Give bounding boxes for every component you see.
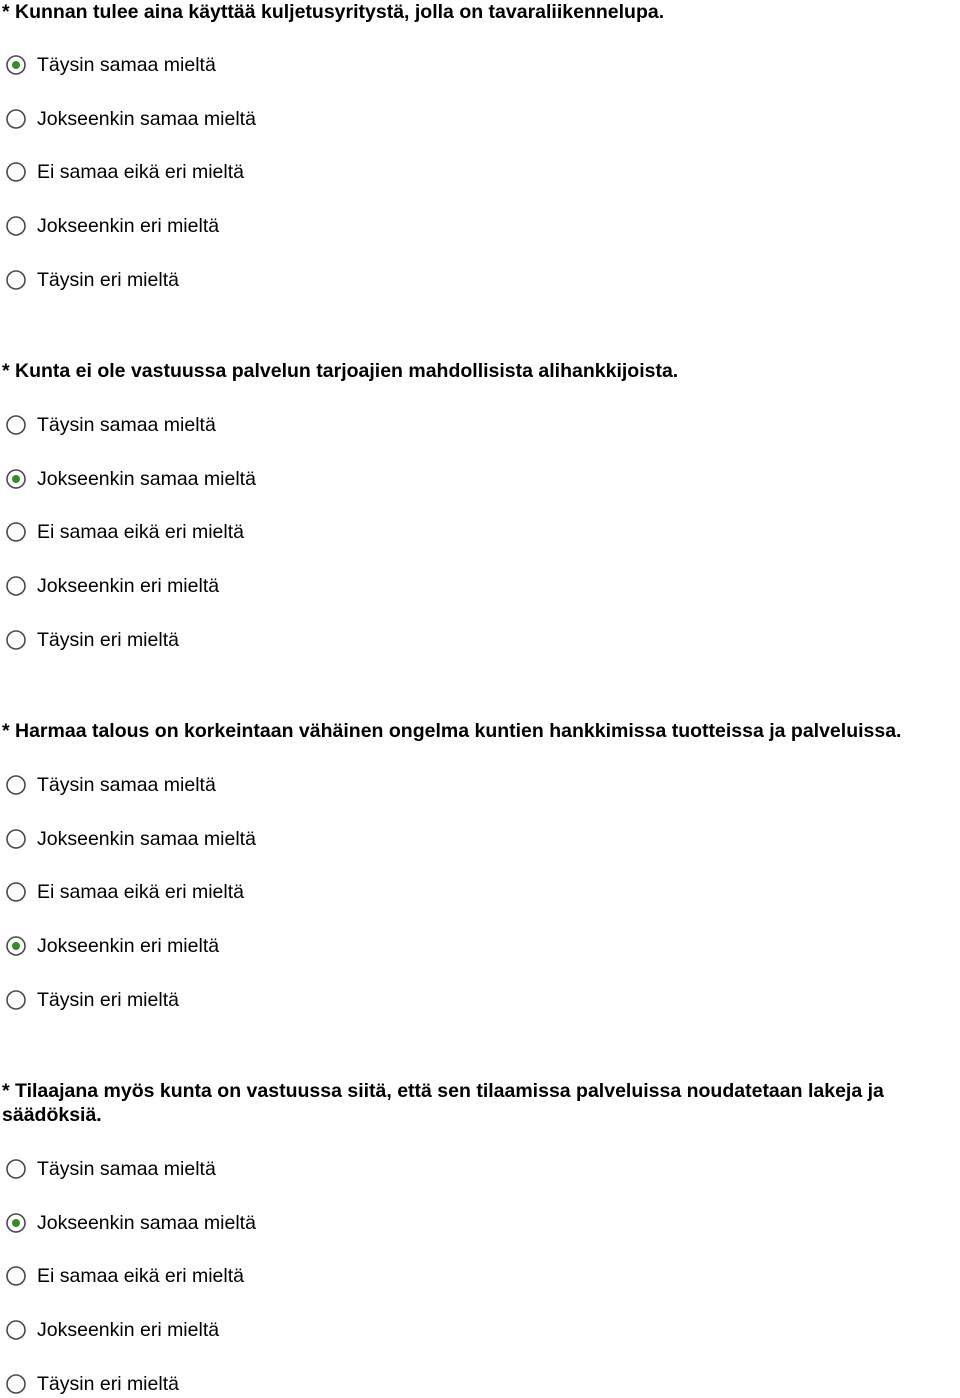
option-ei-samaa-eika-eri[interactable] (5, 1262, 244, 1290)
option-label: Täysin samaa mieltä (37, 774, 216, 796)
option-label: Ei samaa eikä eri mieltä (37, 161, 244, 183)
option-taysin-samaa[interactable] (5, 51, 216, 79)
radio-unchecked-icon[interactable] (5, 989, 27, 1011)
question-text: * Tilaajana myös kunta on vastuussa siitä, että sen tilaamissa palveluissa noudatetaan lakeja ja säädöksiä. (2, 1080, 884, 1126)
option-label: Jokseenkin samaa mieltä (37, 1212, 256, 1234)
option-label: Täysin eri mieltä (37, 629, 179, 651)
option-jokseenkin-eri[interactable] (5, 1316, 219, 1344)
option-label: Jokseenkin eri mieltä (37, 215, 220, 237)
option-label: Täysin samaa mieltä (37, 54, 216, 76)
option-label: Jokseenkin eri mieltä (37, 575, 220, 597)
option-taysin-eri[interactable] (5, 986, 179, 1014)
option-label: Jokseenkin eri mieltä (37, 935, 220, 957)
radio-unchecked-icon[interactable] (5, 269, 27, 291)
radio-unchecked-icon[interactable] (5, 161, 27, 183)
radio-unchecked-icon[interactable] (5, 521, 27, 543)
question-text: * Kunta ei ole vastuussa palvelun tarjoajien mahdollisista alihankkijoista. (2, 360, 679, 382)
option-label: Jokseenkin eri mieltä (37, 1319, 220, 1341)
radio-unchecked-icon[interactable] (5, 575, 27, 597)
option-taysin-samaa[interactable] (5, 771, 216, 799)
radio-unchecked-icon[interactable] (5, 108, 27, 130)
option-taysin-eri[interactable] (5, 266, 179, 294)
option-jokseenkin-samaa[interactable] (5, 1209, 256, 1237)
option-label: Jokseenkin samaa mieltä (37, 468, 256, 490)
radio-unchecked-icon[interactable] (5, 215, 27, 237)
option-label: Jokseenkin samaa mieltä (37, 828, 256, 850)
option-label: Täysin samaa mieltä (37, 1158, 216, 1180)
radio-unchecked-icon[interactable] (5, 1373, 27, 1395)
option-taysin-samaa[interactable] (5, 1155, 216, 1183)
option-taysin-eri[interactable] (5, 1370, 179, 1398)
option-jokseenkin-eri[interactable] (5, 212, 219, 240)
radio-unchecked-icon[interactable] (5, 1265, 27, 1287)
option-label: Täysin eri mieltä (37, 269, 179, 291)
radio-unchecked-icon[interactable] (5, 774, 27, 796)
option-taysin-eri[interactable] (5, 626, 179, 654)
option-ei-samaa-eika-eri[interactable] (5, 518, 244, 546)
question-text: * Kunnan tulee aina käyttää kuljetusyritystä, jolla on tavaraliikennelupa. (2, 1, 665, 23)
option-ei-samaa-eika-eri[interactable] (5, 878, 244, 906)
option-jokseenkin-samaa[interactable] (5, 465, 256, 493)
radio-unchecked-icon[interactable] (5, 629, 27, 651)
radio-checked-icon[interactable] (5, 468, 27, 490)
radio-unchecked-icon[interactable] (5, 414, 27, 436)
option-jokseenkin-eri[interactable] (5, 932, 219, 960)
option-label: Ei samaa eikä eri mieltä (37, 1265, 244, 1287)
radio-unchecked-icon[interactable] (5, 828, 27, 850)
option-jokseenkin-eri[interactable] (5, 572, 219, 600)
option-label: Täysin samaa mieltä (37, 414, 216, 436)
option-label: Ei samaa eikä eri mieltä (37, 521, 244, 543)
option-label: Täysin eri mieltä (37, 989, 179, 1011)
radio-unchecked-icon[interactable] (5, 881, 27, 903)
option-jokseenkin-samaa[interactable] (5, 825, 256, 853)
radio-checked-icon[interactable] (5, 54, 27, 76)
radio-checked-icon[interactable] (5, 935, 27, 957)
option-jokseenkin-samaa[interactable] (5, 105, 256, 133)
option-ei-samaa-eika-eri[interactable] (5, 158, 244, 186)
radio-checked-icon[interactable] (5, 1212, 27, 1234)
option-label: Jokseenkin samaa mieltä (37, 108, 256, 130)
radio-unchecked-icon[interactable] (5, 1158, 27, 1180)
question-text: * Harmaa talous on korkeintaan vähäinen ongelma kuntien hankkimissa tuotteissa ja palveluissa. (2, 720, 902, 742)
option-label: Täysin eri mieltä (37, 1373, 179, 1395)
option-taysin-samaa[interactable] (5, 411, 216, 439)
radio-unchecked-icon[interactable] (5, 1319, 27, 1341)
option-label: Ei samaa eikä eri mieltä (37, 881, 244, 903)
